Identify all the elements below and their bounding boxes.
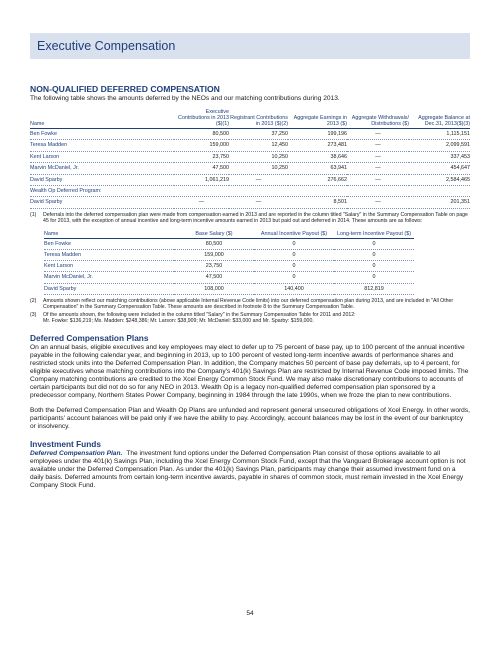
cell: 38,646 [288, 151, 347, 162]
cell: — [229, 174, 288, 185]
cell: 80,500 [174, 129, 229, 140]
footnote-text: Amounts shown reflect our matching contributions (above applicable Internal Revenue Code limits) into our deferred compensation plan during 2013, and are included in "All Other Compensation" in the Summary Compensation Table. These amounts are described in footnote 8 to the Summary Compensation Table. [43, 297, 454, 311]
table-row [44, 283, 414, 294]
cell: Teresa Madden [44, 250, 174, 261]
cell: Wealth Op Deferred Program: [30, 186, 174, 197]
col-header-annual-incentive: Annual Incentive Payout ($) [254, 231, 334, 239]
cell: — [347, 163, 409, 174]
banner-title: Executive Compensation [37, 39, 176, 53]
cell: Kent Larson [44, 261, 174, 272]
table-row [30, 151, 470, 162]
table-row [44, 272, 414, 283]
cell: 108,000 [174, 283, 254, 294]
cell: — [229, 197, 288, 208]
section-intro: The following table shows the amounts deferred by the NEOs and our matching contributions during 2013. [30, 95, 340, 102]
cell: 10,250 [229, 151, 288, 162]
deferred-compensation-table [30, 109, 470, 209]
footnote-text: Mr. Fowke: $136,219; Ms. Madden: $248,386; Mr. Larson: $38,909; Mr. McDaniel: $33,000 and Mr. Sparby: $159,000. [43, 318, 314, 325]
deferral-detail-table [44, 231, 414, 295]
page-number: 54 [246, 610, 254, 617]
cell: Ben Fowke [44, 238, 174, 249]
cell: 80,500 [174, 238, 254, 249]
cell: David Sparby [30, 197, 174, 208]
cell: — [347, 140, 409, 151]
cell: 276,662 [288, 174, 347, 185]
table-row [44, 250, 414, 261]
cell: 0 [254, 238, 334, 249]
footnote-number: (3) [30, 311, 37, 318]
footnote-1 [30, 212, 470, 225]
page-content [30, 84, 470, 490]
cell: 0 [334, 238, 414, 249]
cell: 63,941 [288, 163, 347, 174]
cell: 273,481 [288, 140, 347, 151]
cell: 0 [254, 250, 334, 261]
cell: David Sparby [30, 174, 174, 185]
col-header-long-term-incentive: Long-term Incentive Payout ($) [334, 231, 414, 239]
footnote-text: Deferrals into the deferred compensation plan were made from compensation earned in 2013 and are reported in the column titled "Salary" in the Summary Compensation Table on page 45 for 2013, with the exception of annual incentive and long-term incentive amounts earned in 2013 but paid out and deferred in 2014. These amounts are as follows: [43, 211, 468, 225]
table-header-row [30, 109, 470, 129]
deferred-plans-heading: Deferred Compensation Plans [30, 332, 149, 343]
cell: 0 [254, 261, 334, 272]
cell: David Sparby [44, 283, 174, 294]
cell: 0 [334, 250, 414, 261]
cell: 23,750 [174, 261, 254, 272]
col-header-aggregate-balance: Aggregate Balance at Dec.31, 2013($)(3) [409, 109, 470, 129]
footnote-number: (1) [30, 211, 37, 218]
cell: Marvin McDaniel, Jr. [44, 272, 174, 283]
cell: Ben Fowke [30, 129, 174, 140]
col-header-name: Name [44, 231, 174, 239]
col-header-executive-contributions: Executive Contributions in 2013 ($)(1) [174, 109, 229, 129]
cell: 10,250 [229, 163, 288, 174]
col-header-aggregate-withdrawals: Aggregate Withdrawals/ Distributions ($) [347, 109, 409, 129]
cell: 0 [334, 272, 414, 283]
table-row [30, 163, 470, 174]
footnote-2 [30, 298, 470, 311]
cell: 47,500 [174, 272, 254, 283]
cell: 2,099,591 [409, 140, 470, 151]
cell: 199,196 [288, 129, 347, 140]
table-row [30, 197, 470, 208]
footnote-number: (2) [30, 297, 37, 304]
cell [288, 186, 347, 197]
section-title: NON-QUALIFIED DEFERRED COMPENSATION [30, 84, 220, 94]
table-row [30, 140, 470, 151]
investment-funds-heading: Investment Funds [30, 438, 101, 449]
cell: 1,061,219 [174, 174, 229, 185]
table-row [30, 174, 470, 185]
cell: 23,750 [174, 151, 229, 162]
cell: — [347, 129, 409, 140]
cell: 2,584,465 [409, 174, 470, 185]
cell: 0 [334, 261, 414, 272]
cell: 201,351 [409, 197, 470, 208]
paragraph-body: The investment fund options under the Deferred Compensation Plan consist of those options available to all employees under the 401(k) Savings Plan, including the Xcel Energy Common Stock Fund, except that the Vanguard Brokerage account option is not available under the Deferred Compensation Plan. As under the 401(k) Savings Plan, participants may change their assumed investment fund on a daily basis. Deferred amounts from certain long-term incentive awards, payable in shares of common stock, must remain invested in the Xcel Energy Company Stock Fund. [30, 449, 466, 489]
table-row [30, 129, 470, 140]
cell [409, 186, 470, 197]
col-header-base-salary: Base Salary ($) [174, 231, 254, 239]
table-row [30, 186, 470, 197]
col-header-registrant-contributions: Registrant Contributions in 2013 ($)(2) [229, 109, 288, 129]
cell: 159,000 [174, 250, 254, 261]
cell: Teresa Madden [30, 140, 174, 151]
cell [229, 186, 288, 197]
table-header-row [44, 231, 414, 239]
deferred-plans-paragraph: On an annual basis, eligible executives and key employees may elect to defer up to 75 percent of base pay, up to 100 percent of the annual incentive payable in the following calendar year, and beginning in 2013, up to 100 percent of vested long-term incentive awards of performance shares and restricted stock units into the Deferred Compensation Plan. In addition, the Company matches 50 percent of base pay deferrals, up to 4 percent, for eligible executives whose matching contributions into the Company's 401(k) Savings Plan are restricted by Internal Revenue Code imposed limits. The Company matching contributions are credited to the Xcel Energy Common Stock Fund. We may also make discretionary contributions to accounts of certain participants but did not do so for any NEO in 2013. Wealth Op is a legacy non-qualified deferred compensation plan sponsored by a predecessor company, Northern States Power Company, beginning in 1984 through the late 1990s, when we froze the plan to new contributions. [30, 343, 469, 399]
cell: 37,250 [229, 129, 288, 140]
cell: 1,115,151 [409, 129, 470, 140]
table-row [44, 261, 414, 272]
table-row [44, 238, 414, 249]
footnote-text-block [43, 312, 470, 325]
cell: 337,453 [409, 151, 470, 162]
col-header-name: Name [30, 109, 174, 129]
cell: Kent Larson [30, 151, 174, 162]
cell: 0 [254, 272, 334, 283]
section-banner [30, 33, 470, 59]
cell: — [347, 174, 409, 185]
cell: 47,500 [174, 163, 229, 174]
investment-funds-paragraph [30, 450, 470, 490]
unfunded-plans-paragraph: Both the Deferred Compensation Plan and Wealth Op Plans are unfunded and represent general unsecured obligations of Xcel Energy. In other words, participants' account balances will be paid only if we have the ability to pay. Accordingly, account balances may be lost in the event of our bankruptcy or insolvency. [30, 406, 470, 430]
cell [347, 186, 409, 197]
cell: — [347, 151, 409, 162]
cell: — [174, 197, 229, 208]
cell: 8,501 [288, 197, 347, 208]
cell: 812,819 [334, 283, 414, 294]
cell: 454,647 [409, 163, 470, 174]
paragraph-lead-in: Deferred Compensation Plan. [30, 449, 123, 457]
cell: 140,400 [254, 283, 334, 294]
cell: Marvin McDaniel, Jr. [30, 163, 174, 174]
footnote-3 [30, 312, 470, 325]
col-header-aggregate-earnings: Aggregate Earnings in 2013 ($) [288, 109, 347, 129]
cell: 159,000 [174, 140, 229, 151]
cell: 12,450 [229, 140, 288, 151]
cell: — [347, 197, 409, 208]
cell [174, 186, 229, 197]
footnote-text: Of the amounts shown, the following were included in the column titled "Salary" in the Summary Compensation Table for 2011 and 2012: [43, 311, 356, 318]
